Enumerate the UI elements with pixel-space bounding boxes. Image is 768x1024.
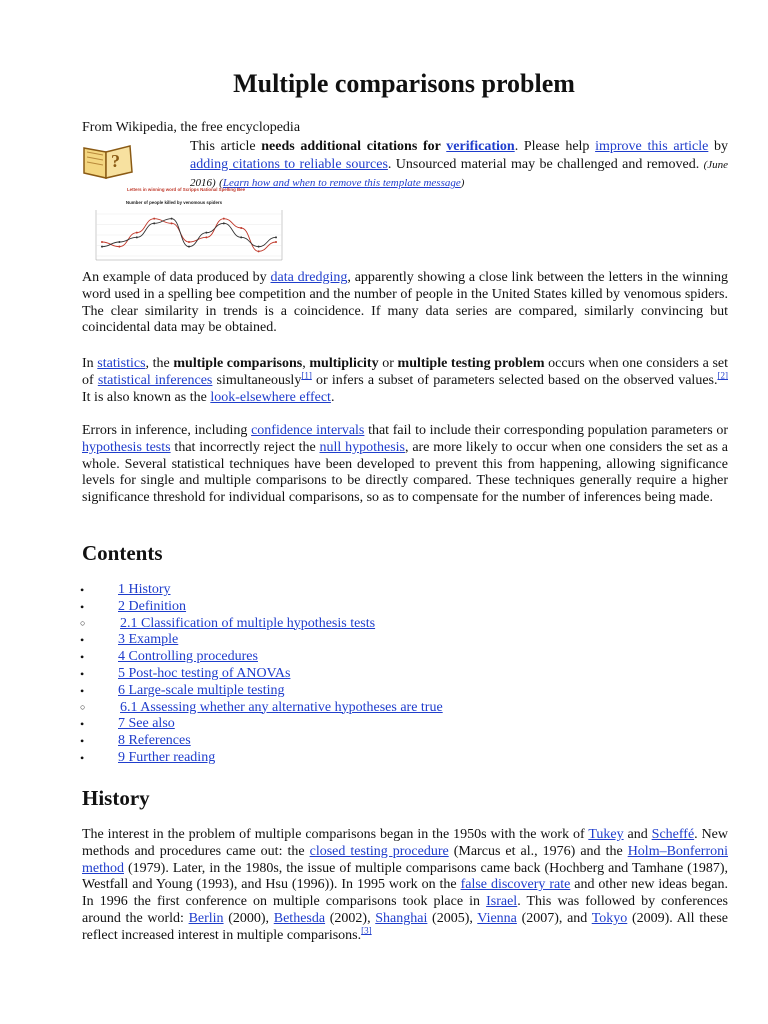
history-text-12: (2009). All these reflect increased interest in multiple comparisons. [82,910,729,943]
closed-testing-link[interactable]: closed testing procedure [309,843,449,859]
toc-link-definition[interactable]: 2 Definition [118,598,187,614]
statistics-link[interactable]: statistics [97,356,146,371]
contents-heading: Contents [82,541,163,565]
scheffe-link[interactable]: Scheffé [651,827,695,842]
ref-2-link[interactable]: [2] [717,370,728,381]
series-point-1-10 [275,236,277,238]
toc-link-classification[interactable]: 2.1 Classification of multiple hypothesis tests [120,615,376,631]
notice-bold: needs additional citations for [261,139,447,154]
chart-subtitle: Number of people killed by venomous spiders [125,200,223,205]
intro-text-8: It is also known as the [82,389,211,405]
bullet-icon [80,582,100,600]
series-point-0-2 [136,232,138,234]
history-text-11: (2007), and [516,910,592,926]
errors-text-2: that fail to include their corresponding population parameters or [364,423,729,438]
series-point-1-9 [258,246,260,248]
series-point-1-8 [240,236,242,238]
intro-text-1: In [82,356,98,371]
intro-bold-2: multiplicity [309,356,379,371]
bullet-icon [80,733,100,751]
series-point-0-6 [205,236,207,238]
history-text-8: (2000), [223,910,274,926]
history-text-1: The interest in the problem of multiple comparisons began in the 1950s with the work of [82,827,589,842]
berlin-link[interactable]: Berlin [188,910,224,926]
history-text-2: and [623,827,652,842]
tagline: From Wikipedia, the free encyclopedia [82,120,301,135]
history-text-9: (2002), [325,910,376,926]
series-point-1-6 [205,232,207,234]
tukey-link[interactable]: Tukey [588,827,624,842]
bullet-icon [80,716,100,734]
look-elsewhere-link[interactable]: look-elsewhere effect [210,389,331,405]
errors-paragraph [82,423,728,507]
intro-text-5: occurs when one considers a set of [82,356,728,388]
intro-text-4: or [378,356,398,371]
history-text-3: . New methods and procedures came out: the [82,827,729,859]
holm-bonferroni-link[interactable]: Holm–Bonferroni method [82,843,729,876]
history-text-10: (2005), [427,910,478,926]
history-heading: History [82,786,150,810]
toc-link-example[interactable]: 3 Example [118,632,179,648]
bullet-icon [80,632,100,650]
bullet-icon [80,599,100,617]
toc-link-post-hoc[interactable]: 5 Post-hoc testing of ANOVAs [118,665,291,681]
series-point-0-8 [240,227,242,229]
adding-citations-link[interactable]: adding citations to reliable sources [190,156,388,172]
ref-1-link[interactable]: [1] [301,370,312,381]
learn-remove-link[interactable]: Learn how and when to remove this template message [222,177,461,189]
notice-text-1: This article [190,139,262,154]
caption-text-2: , apparently showing a close link between the letters in the winning word used in a spelling bee competition and the number of people in the United States killed by venomous spiders. The clear similarity in trends is a coincidence. If many data series are compared, similarly convincing but coincidental data may be obtained. [82,270,728,336]
series-point-0-5 [188,241,190,243]
figure-caption [82,270,728,337]
notice-learn-wrap: (Learn how and when to remove this template message) [219,177,465,189]
toc-link-history[interactable]: 1 History [118,582,171,597]
intro-text-7: or infers a subset of parameters selected based on the observed values. [311,372,718,388]
series-point-0-0 [101,241,103,243]
notice-text-4: . Unsourced material may be challenged and removed. [387,156,704,172]
errors-text-4: , are more likely to occur when one considers the set as a whole. Several statistical techniques have been developed to prevent this from happening, allowing significance levels for single and multiple comparisons to be directly compared. These techniques generally require a higher significance threshold for individual comparisons, so as to compensate for the number of inferences being made. [82,439,728,506]
confidence-intervals-link[interactable]: confidence intervals [251,423,365,438]
errors-text-1: Errors in inference, including [82,423,252,438]
series-point-1-1 [118,241,120,243]
notice-date: (June 2016) [190,158,729,189]
history-text-7: . This was followed by conferences around the world: [82,894,728,926]
statistical-inferences-link[interactable]: statistical inferences [97,372,213,388]
intro-bold-1: multiple comparisons [173,356,303,371]
series-point-0-7 [223,218,225,220]
series-point-1-2 [136,236,138,238]
series-point-0-1 [118,246,120,248]
series-point-1-4 [171,218,173,220]
series-point-1-0 [101,246,103,248]
bullet-icon [80,750,100,768]
circle-bullet-icon [80,616,100,633]
bullet-icon [80,649,100,667]
false-discovery-link[interactable]: false discovery rate [460,877,571,893]
history-text-5: (1979). Later, in the 1980s, the issue of multiple comparisons came back (Hochberg and Tamhane (1987), Westfall and Young (1993), and Hsu (1996)). In 1995 work on the [82,860,728,893]
errors-text-3: that incorrectly reject the [170,439,320,455]
book-question-icon [80,140,136,182]
vienna-link[interactable]: Vienna [477,910,517,926]
verification-link[interactable]: verification [446,139,515,154]
page-title: Multiple comparisons problem [233,69,575,98]
intro-text-6: simultaneously [212,372,302,388]
bullet-icon [80,666,100,684]
tokyo-link[interactable]: Tokyo [591,910,628,926]
spelling-bee-chart[interactable] [82,184,300,268]
caption-text-1: An example of data produced by [82,270,271,285]
toc-link-assessing[interactable]: 6.1 Assessing whether any alternative hypotheses are true [120,699,443,715]
toc-link-further-reading[interactable]: 9 Further reading [118,749,216,765]
improve-article-link[interactable]: improve this article [595,139,709,154]
toc-link-large-scale[interactable]: 6 Large-scale multiple testing [118,682,285,698]
ref-3-link[interactable]: [3] [361,925,372,936]
intro-paragraph [82,356,728,406]
toc-link-see-also[interactable]: 7 See also [118,716,175,732]
toc-link-controlling[interactable]: 4 Controlling procedures [118,649,258,665]
hypothesis-tests-link[interactable]: hypothesis tests [82,439,171,455]
series-point-0-3 [153,218,155,220]
series-point-0-10 [275,241,277,243]
series-point-0-4 [171,222,173,224]
data-dredging-link[interactable]: data dredging [270,270,348,285]
series-point-1-5 [188,246,190,248]
intro-bold-3: multiple testing problem [397,356,545,371]
chart-svg [82,184,300,268]
history-text-4: (Marcus et al., 1976) and the [448,843,628,859]
intro-text-3: , [302,356,310,371]
circle-bullet-icon [80,700,100,717]
null-hypothesis-link[interactable]: null hypothesis [319,439,406,455]
series-point-0-9 [258,250,260,252]
intro-text-2: , the [145,356,174,371]
series-point-1-7 [223,222,225,224]
history-text-6: and other new ideas began. In 1996 the first conference on multiple comparisons took place in [82,877,729,910]
shanghai-link[interactable]: Shanghai [375,910,428,926]
bullet-icon [80,683,100,701]
israel-link[interactable]: Israel [486,894,518,910]
notice-text-2: . Please help [514,139,596,154]
bethesda-link[interactable]: Bethesda [273,910,326,926]
svg-text:?: ? [111,151,120,171]
chart-title: Letters in winning word of Scripps National Spelling Bee [126,187,246,192]
history-paragraph [82,827,728,945]
toc-link-references[interactable]: 8 References [118,733,191,749]
intro-text-9: . [330,389,335,405]
series-point-1-3 [153,222,155,224]
notice-text-3: by [708,139,729,154]
